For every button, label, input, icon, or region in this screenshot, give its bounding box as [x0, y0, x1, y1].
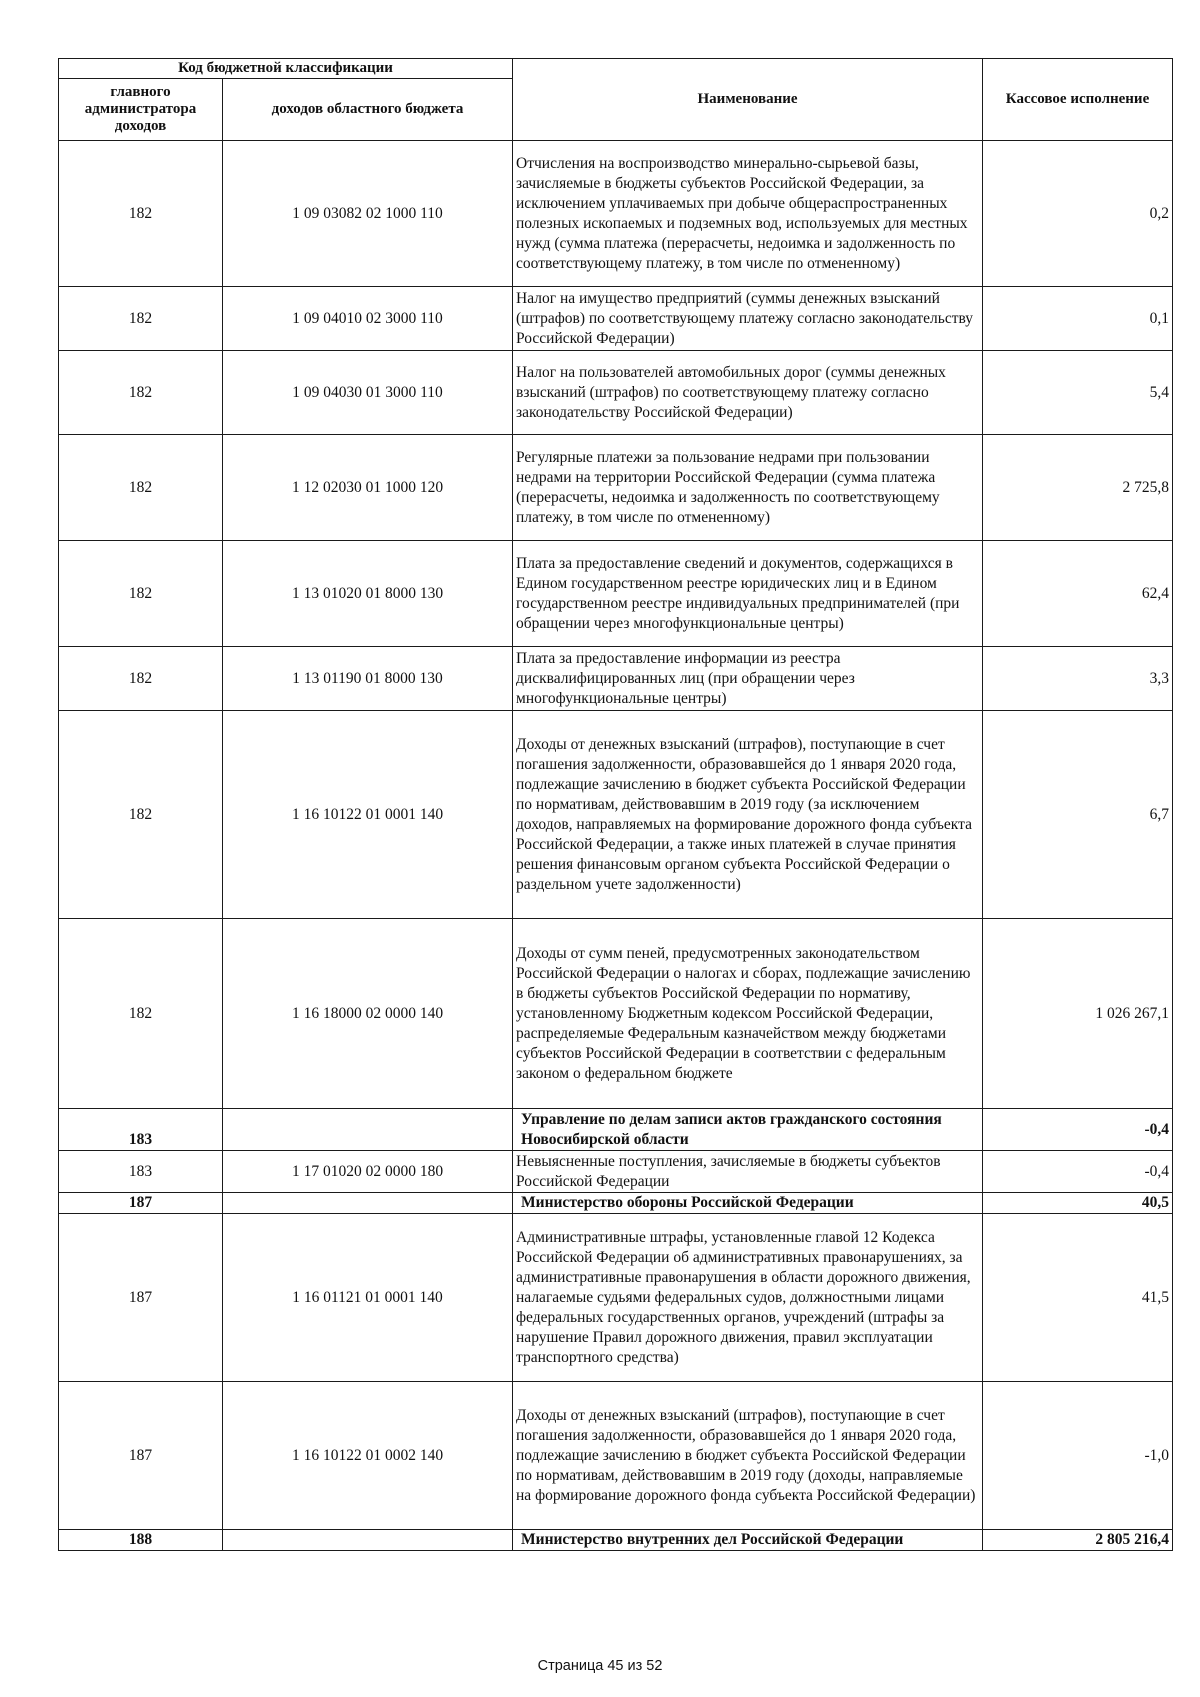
- name-cell: Доходы от денежных взысканий (штрафов), поступающие в счет погашения задолженности, образовавшейся до 1 января 2020 года, подлежащие зачислению в бюджет субъекта Российской Федерации по нормативам, действовавшим в 2019 году (за исключением доходов, направляемых на формирование дорожного фонда субъекта Российской Федерации, а также иных платежей в случае принятия решения финансовым органом субъекта Российской Федерации о раздельном учете задолженности): [513, 711, 983, 919]
- amount-cell: 1 026 267,1: [983, 919, 1173, 1109]
- admin-code-cell: 183: [59, 1109, 223, 1151]
- amount-cell: 41,5: [983, 1214, 1173, 1382]
- income-code-cell: 1 16 18000 02 0000 140: [223, 919, 513, 1109]
- income-code-cell: 1 13 01190 01 8000 130: [223, 647, 513, 711]
- header-group-title: Код бюджетной классификации: [59, 59, 513, 79]
- page-number: Страница 45 из 52: [537, 1658, 663, 1674]
- section-name-cell: Управление по делам записи актов гражданского состояния Новосибирской области: [513, 1109, 983, 1151]
- name-cell: Административные штрафы, установленные главой 12 Кодекса Российской Федерации об административных правонарушениях, за административные правонарушения в области дорожного движения, налагаемые судьями федеральных судов, должностными лицами федеральных государственных органов, учреждений (штрафы за нарушение Правил дорожного движения, правил эксплуатации транспортного средства): [513, 1214, 983, 1382]
- header-amount: Кассовое исполнение: [983, 59, 1173, 141]
- amount-cell: 6,7: [983, 711, 1173, 919]
- income-code-cell: 1 17 01020 02 0000 180: [223, 1151, 513, 1193]
- amount-cell: 0,2: [983, 141, 1173, 287]
- name-cell: Налог на имущество предприятий (суммы денежных взысканий (штрафов) по соответствующему платежу согласно законодательству Российской Федерации): [513, 287, 983, 351]
- amount-cell: 3,3: [983, 647, 1173, 711]
- admin-code-cell: 182: [59, 141, 223, 287]
- budget-classification-table: [58, 58, 1173, 1551]
- name-cell: Невыясненные поступления, зачисляемые в бюджеты субъектов Российской Федерации: [513, 1151, 983, 1193]
- admin-code-cell: 182: [59, 435, 223, 541]
- amount-cell: -0,4: [983, 1151, 1173, 1193]
- income-code-cell: 1 09 03082 02 1000 110: [223, 141, 513, 287]
- income-code-cell: 1 09 04030 01 3000 110: [223, 351, 513, 435]
- admin-code-cell: 187: [59, 1193, 223, 1214]
- income-code-cell: [223, 1530, 513, 1551]
- admin-code-cell: 187: [59, 1382, 223, 1530]
- section-name-cell: Министерство внутренних дел Российской Федерации: [513, 1530, 983, 1551]
- admin-code-cell: 183: [59, 1151, 223, 1193]
- income-code-cell: 1 16 10122 01 0001 140: [223, 711, 513, 919]
- admin-code-cell: 182: [59, 711, 223, 919]
- amount-cell: 2 725,8: [983, 435, 1173, 541]
- header-admin-code: главного администратора доходов: [59, 79, 223, 141]
- admin-code-cell: 182: [59, 919, 223, 1109]
- income-code-cell: 1 16 01121 01 0001 140: [223, 1214, 513, 1382]
- name-cell: Плата за предоставление сведений и документов, содержащихся в Едином государственном реестре юридических лиц и в Едином государственном реестре индивидуальных предпринимателей (при обращении через многофункциональные центры): [513, 541, 983, 647]
- name-cell: Плата за предоставление информации из реестра дисквалифицированных лиц (при обращении через многофункциональные центры): [513, 647, 983, 711]
- section-amount-cell: -0,4: [983, 1109, 1173, 1151]
- table-body: [59, 141, 1173, 1551]
- amount-cell: 5,4: [983, 351, 1173, 435]
- amount-cell: -1,0: [983, 1382, 1173, 1530]
- admin-code-cell: 182: [59, 287, 223, 351]
- income-code-cell: 1 12 02030 01 1000 120: [223, 435, 513, 541]
- amount-cell: 62,4: [983, 541, 1173, 647]
- amount-cell: 0,1: [983, 287, 1173, 351]
- name-cell: Регулярные платежи за пользование недрами при пользовании недрами на территории Российской Федерации (сумма платежа (перерасчеты, недоимка и задолженность по соответствующему платежу, в том числе по отмененному): [513, 435, 983, 541]
- section-amount-cell: 2 805 216,4: [983, 1530, 1173, 1551]
- income-code-cell: 1 09 04010 02 3000 110: [223, 287, 513, 351]
- income-code-cell: [223, 1109, 513, 1151]
- header-name: Наименование: [513, 59, 983, 141]
- admin-code-cell: 182: [59, 351, 223, 435]
- section-amount-cell: 40,5: [983, 1193, 1173, 1214]
- admin-code-cell: 182: [59, 541, 223, 647]
- income-code-cell: 1 13 01020 01 8000 130: [223, 541, 513, 647]
- name-cell: Отчисления на воспроизводство минерально-сырьевой базы, зачисляемые в бюджеты субъектов Российской Федерации, за исключением уплачиваемых при добыче общераспространенных полезных ископаемых и подземных вод, используемых для местных нужд (сумма платежа (перерасчеты, недоимка и задолженность по соответствующему платежу, в том числе по отмененному): [513, 141, 983, 287]
- admin-code-cell: 182: [59, 647, 223, 711]
- table-header: [59, 59, 1173, 141]
- name-cell: Налог на пользователей автомобильных дорог (суммы денежных взысканий (штрафов) по соответствующему платежу согласно законодательству Российской Федерации): [513, 351, 983, 435]
- section-name-cell: Министерство обороны Российской Федерации: [513, 1193, 983, 1214]
- income-code-cell: 1 16 10122 01 0002 140: [223, 1382, 513, 1530]
- income-code-cell: [223, 1193, 513, 1214]
- admin-code-cell: 188: [59, 1530, 223, 1551]
- name-cell: Доходы от сумм пеней, предусмотренных законодательством Российской Федерации о налогах и сборах, подлежащие зачислению в бюджеты субъектов Российской Федерации по нормативу, установленному Бюджетным кодексом Российской Федерации, распределяемые Федеральным казначейством между бюджетами субъектов Российской Федерации в соответствии с федеральным законом о федеральном бюджете: [513, 919, 983, 1109]
- name-cell: Доходы от денежных взысканий (штрафов), поступающие в счет погашения задолженности, образовавшейся до 1 января 2020 года, подлежащие зачислению в бюджет субъекта Российской Федерации по нормативам, действовавшим в 2019 году (доходы, направляемые на формирование дорожного фонда субъекта Российской Федерации): [513, 1382, 983, 1530]
- admin-code-cell: 187: [59, 1214, 223, 1382]
- header-income-code: доходов областного бюджета: [223, 79, 513, 141]
